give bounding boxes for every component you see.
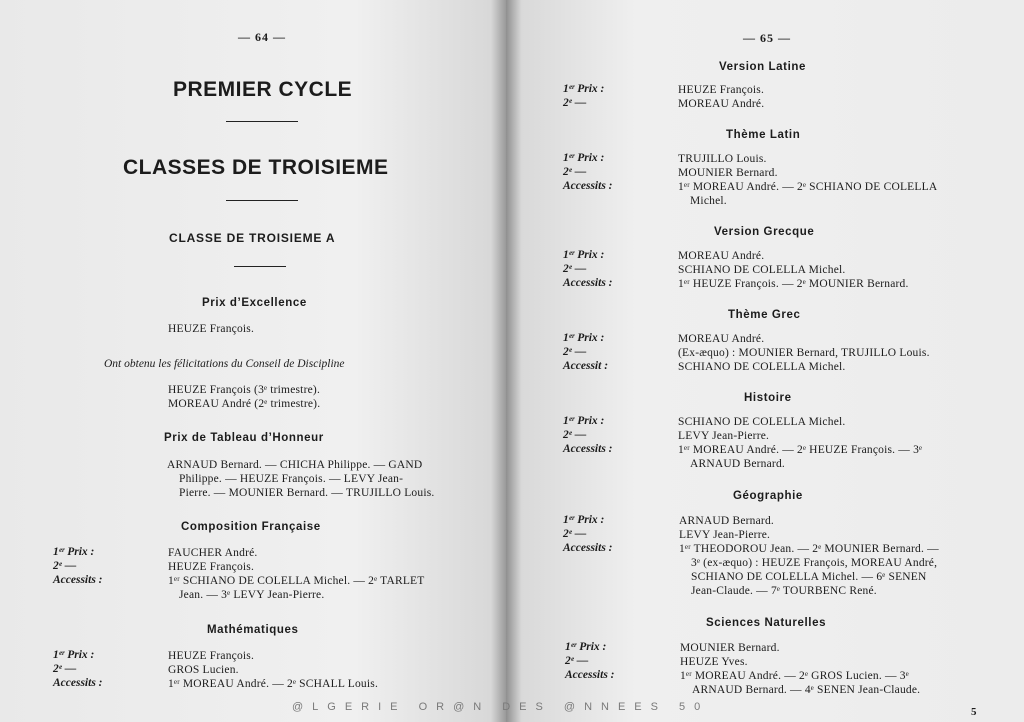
section-title-version-latine: Version Latine <box>719 61 807 73</box>
section-title-theme-grec: Thème Grec <box>728 309 801 321</box>
prize-label: Accessits : <box>565 669 615 681</box>
composition-line: FAUCHER André. <box>168 547 258 559</box>
composition-line: Jean. — 3ᵉ LEVY Jean-Pierre. <box>179 589 325 601</box>
section-title-theme-latin: Thème Latin <box>726 129 801 141</box>
prize-label: 1ᵉʳ Prix : <box>53 546 95 558</box>
prize-label: 1ᵉʳ Prix : <box>563 249 605 261</box>
geographie-line: ARNAUD Bernard. <box>679 515 774 527</box>
section-title-histoire: Histoire <box>744 392 792 404</box>
felicitations-line: MOREAU André (2ᵉ trimestre). <box>168 398 321 410</box>
prize-label: 1ᵉʳ Prix : <box>563 83 605 95</box>
geographie-line: LEVY Jean-Pierre. <box>679 529 771 541</box>
geographie-line: SCHIANO DE COLELLA Michel. — 6ᵉ SENEN <box>691 571 927 583</box>
histoire-line: LEVY Jean-Pierre. <box>678 430 770 442</box>
prize-label: 2ᵉ — <box>563 97 587 109</box>
prize-label: 2ᵉ — <box>563 346 587 358</box>
watermark: @LGERIE OR@N DES @NNEES 50 <box>292 701 710 713</box>
prize-label: 1ᵉʳ Prix : <box>565 641 607 653</box>
prize-label: Accessits : <box>563 180 613 192</box>
version-latine-line: MOREAU André. <box>678 98 765 110</box>
geographie-line: 3ᵉ (ex-æquo) : HEUZE François, MOREAU André, <box>691 557 938 569</box>
prize-label: Accessits : <box>563 443 613 455</box>
prize-label: Accessits : <box>563 277 613 289</box>
version-grecque-line: SCHIANO DE COLELLA Michel. <box>678 264 846 276</box>
prize-label: 1ᵉʳ Prix : <box>563 415 605 427</box>
honneur-line: ARNAUD Bernard. — CHICHA Philippe. — GAND <box>167 459 423 471</box>
prize-label: Accessits : <box>563 542 613 554</box>
prize-label: Accessits : <box>53 677 103 689</box>
prize-label: 2ᵉ — <box>563 528 587 540</box>
composition-line: 1ᵉʳ SCHIANO DE COLELLA Michel. — 2ᵉ TARLET <box>168 575 425 587</box>
prize-label: 1ᵉʳ Prix : <box>53 649 95 661</box>
sciences-line: 1ᵉʳ MOREAU André. — 2ᵉ GROS Lucien. — 3ᵉ <box>680 670 909 682</box>
heading-classes-troisieme: CLASSES DE TROISIEME <box>123 156 389 179</box>
geographie-line: Jean-Claude. — 7ᵉ TOURBENC René. <box>691 585 877 597</box>
theme-grec-line: SCHIANO DE COLELLA Michel. <box>678 361 846 373</box>
sciences-line: HEUZE Yves. <box>680 656 748 668</box>
prize-label: Accessit : <box>563 360 609 372</box>
version-grecque-line: 1ᵉʳ HEUZE François. — 2ᵉ MOUNIER Bernard. <box>678 278 909 290</box>
theme-latin-line: Michel. <box>690 195 727 207</box>
felicitations-line: HEUZE François (3ᵉ trimestre). <box>168 384 321 396</box>
divider <box>226 121 298 122</box>
prize-label: 1ᵉʳ Prix : <box>563 514 605 526</box>
honneur-line: Philippe. — HEUZE François. — LEVY Jean- <box>179 473 404 485</box>
heading-premier-cycle: PREMIER CYCLE <box>173 78 353 101</box>
theme-latin-line: MOUNIER Bernard. <box>678 167 778 179</box>
sciences-line: ARNAUD Bernard. — 4ᵉ SENEN Jean-Claude. <box>692 684 921 696</box>
honneur-line: Pierre. — MOUNIER Bernard. — TRUJILLO Louis. <box>179 487 435 499</box>
histoire-line: SCHIANO DE COLELLA Michel. <box>678 416 846 428</box>
theme-grec-line: (Ex-æquo) : MOUNIER Bernard, TRUJILLO Louis. <box>678 347 930 359</box>
theme-latin-line: TRUJILLO Louis. <box>678 153 767 165</box>
section-title-composition: Composition Française <box>181 521 321 533</box>
composition-line: HEUZE François. <box>168 561 255 573</box>
page-number-left: — 64 — <box>238 30 286 44</box>
excellence-text: HEUZE François. <box>168 323 255 335</box>
geographie-line: 1ᵉʳ THEODOROU Jean. — 2ᵉ MOUNIER Bernard. — <box>679 543 939 555</box>
mathematiques-line: GROS Lucien. <box>168 664 239 676</box>
prize-label: 1ᵉʳ Prix : <box>563 152 605 164</box>
section-title-honneur: Prix de Tableau d’Honneur <box>164 432 324 444</box>
prize-label: 2ᵉ — <box>563 263 587 275</box>
section-title-sciences: Sciences Naturelles <box>706 617 827 629</box>
histoire-line: ARNAUD Bernard. <box>690 458 785 470</box>
section-title-mathematiques: Mathématiques <box>207 624 299 636</box>
divider <box>226 200 298 201</box>
right-page <box>506 0 1024 722</box>
left-page <box>0 0 506 722</box>
page-number-right: — 65 — <box>743 31 791 45</box>
prize-label: 2ᵉ — <box>53 560 77 572</box>
prize-label: 2ᵉ — <box>563 429 587 441</box>
histoire-line: 1ᵉʳ MOREAU André. — 2ᵉ HEUZE François. — 3ᵉ <box>678 444 923 456</box>
prize-label: 2ᵉ — <box>53 663 77 675</box>
section-title-geographie: Géographie <box>733 490 803 502</box>
prize-label: 2ᵉ — <box>565 655 589 667</box>
theme-latin-line: 1ᵉʳ MOREAU André. — 2ᵉ SCHIANO DE COLELLA <box>678 181 938 193</box>
divider <box>234 266 286 267</box>
corner-number: 5 <box>971 706 978 718</box>
prize-label: Accessits : <box>53 574 103 586</box>
prize-label: 2ᵉ — <box>563 166 587 178</box>
prize-label: 1ᵉʳ Prix : <box>563 332 605 344</box>
felicitations-title: Ont obtenu les félicitations du Conseil de Discipline <box>104 358 345 370</box>
mathematiques-line: HEUZE François. <box>168 650 255 662</box>
mathematiques-line: 1ᵉʳ MOREAU André. — 2ᵉ SCHALL Louis. <box>168 678 379 690</box>
version-grecque-line: MOREAU André. <box>678 250 765 262</box>
heading-classe-troisieme-a: CLASSE DE TROISIEME A <box>169 231 336 245</box>
theme-grec-line: MOREAU André. <box>678 333 765 345</box>
version-latine-line: HEUZE François. <box>678 84 765 96</box>
section-title-version-grecque: Version Grecque <box>714 226 815 238</box>
sciences-line: MOUNIER Bernard. <box>680 642 780 654</box>
section-title-excellence: Prix d’Excellence <box>202 297 307 309</box>
